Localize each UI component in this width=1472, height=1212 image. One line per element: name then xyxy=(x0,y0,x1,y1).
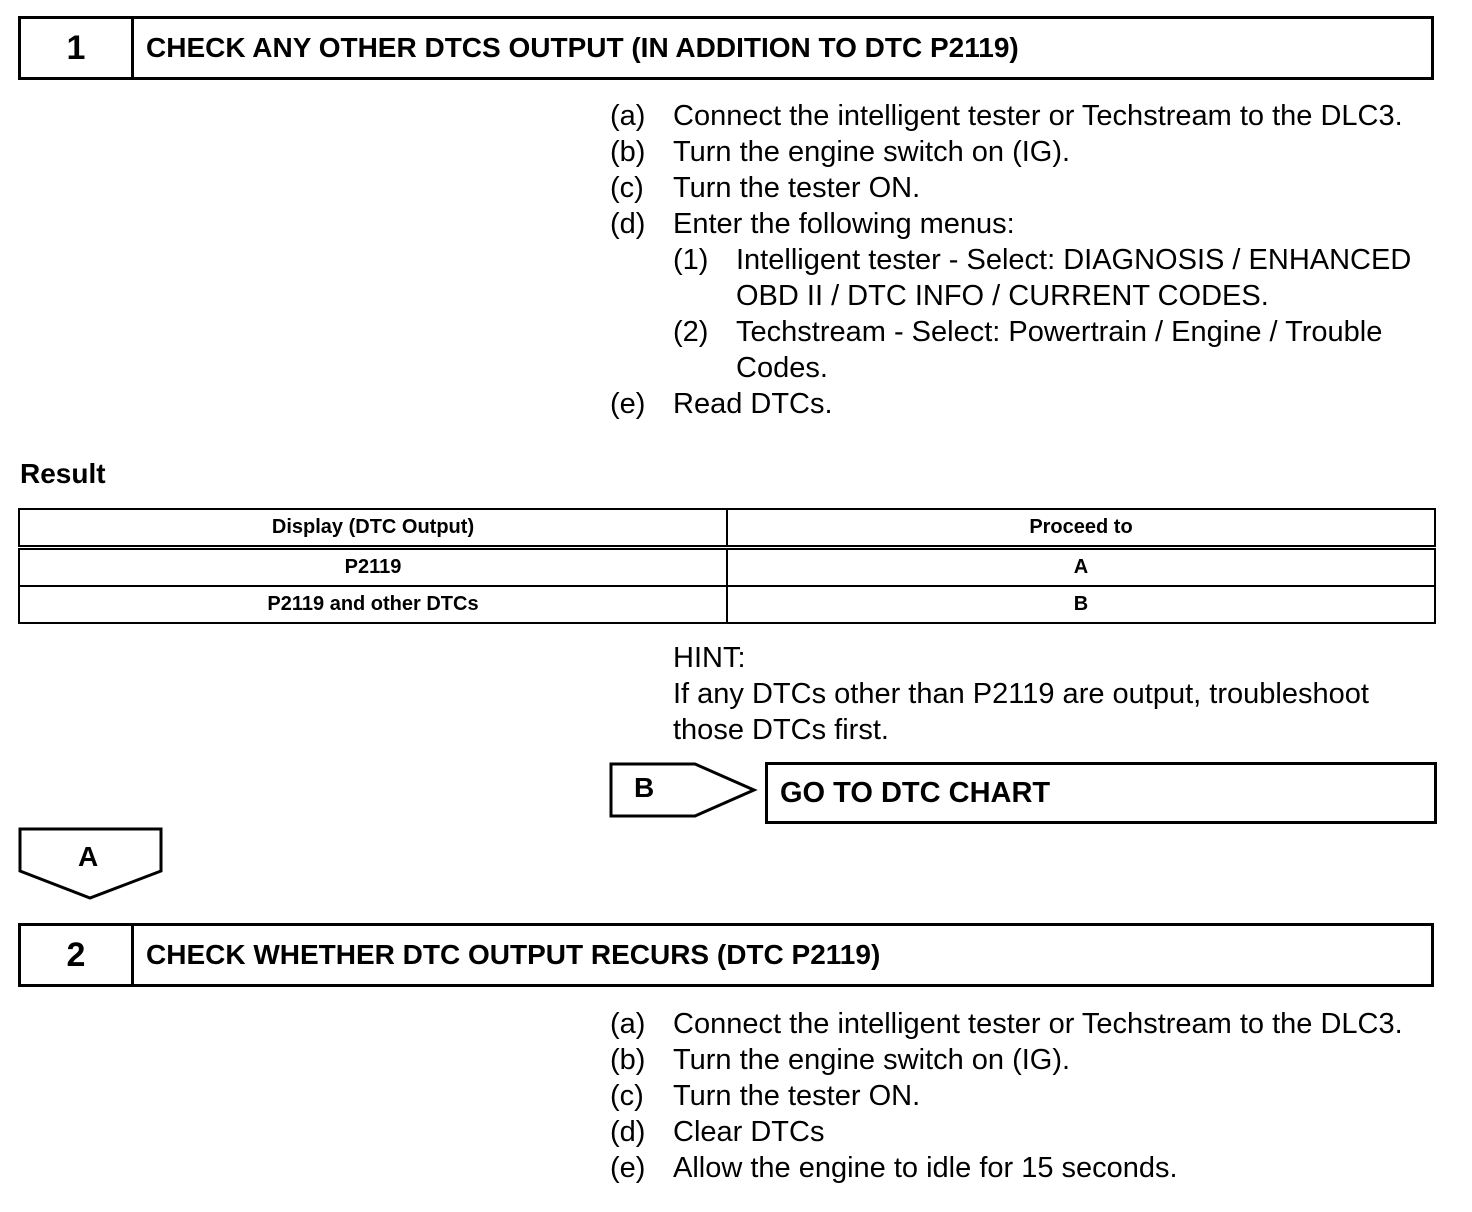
item-label: (d) xyxy=(610,208,646,240)
step-number: 1 xyxy=(21,19,134,77)
table-row xyxy=(19,548,1435,587)
step-2-header xyxy=(18,923,1434,987)
step-1-procedure xyxy=(610,98,1440,422)
hint-text: If any DTCs other than P2119 are output, troubleshoot those DTCs first. xyxy=(673,678,1369,746)
procedure-subitem xyxy=(610,314,1440,386)
branch-b-label: B xyxy=(634,772,655,803)
step-2-procedure xyxy=(610,1006,1440,1186)
table-header: Proceed to xyxy=(727,509,1435,548)
procedure-item xyxy=(610,134,1440,170)
step-title: CHECK WHETHER DTC OUTPUT RECURS (DTC P2119) xyxy=(146,939,881,970)
item-text: Turn the tester ON. xyxy=(673,172,921,204)
procedure-item xyxy=(610,386,1440,422)
item-label: (b) xyxy=(610,1044,646,1076)
table-cell: B xyxy=(727,586,1435,623)
item-text: Enter the following menus: xyxy=(673,208,1015,240)
table-header-row xyxy=(19,509,1435,548)
item-label: (b) xyxy=(610,136,646,168)
item-text: Turn the tester ON. xyxy=(673,1080,921,1112)
step-title: CHECK ANY OTHER DTCS OUTPUT (IN ADDITION TO DTC P2119) xyxy=(146,32,1019,63)
procedure-item xyxy=(610,206,1440,242)
item-text: Read DTCs. xyxy=(673,388,833,420)
item-label: (c) xyxy=(610,172,644,204)
procedure-item xyxy=(610,1042,1440,1078)
item-label: (e) xyxy=(610,388,646,420)
procedure-item xyxy=(610,1150,1440,1186)
step-number: 2 xyxy=(21,926,134,984)
table-row xyxy=(19,586,1435,623)
item-text: Turn the engine switch on (IG). xyxy=(673,136,1071,168)
item-label: (a) xyxy=(610,100,646,132)
item-text: Turn the engine switch on (IG). xyxy=(673,1044,1071,1076)
result-label: Result xyxy=(20,458,106,489)
item-text: Connect the intelligent tester or Techstream to the DLC3. xyxy=(673,1008,1403,1040)
subitem-text: Intelligent tester - Select: DIAGNOSIS / ENHANCED OBD II / DTC INFO / CURRENT CODES. xyxy=(736,244,1412,312)
item-label: (e) xyxy=(610,1152,646,1184)
table-cell: A xyxy=(727,548,1435,587)
procedure-subitem xyxy=(610,242,1440,314)
result-table xyxy=(18,508,1436,624)
item-text: Clear DTCs xyxy=(673,1116,825,1148)
procedure-item xyxy=(610,1114,1440,1150)
item-text: Connect the intelligent tester or Techstream to the DLC3. xyxy=(673,100,1403,132)
table-header: Display (DTC Output) xyxy=(19,509,727,548)
subitem-label: (2) xyxy=(673,316,709,348)
procedure-item xyxy=(610,1078,1440,1114)
item-text: Allow the engine to idle for 15 seconds. xyxy=(673,1152,1178,1184)
item-label: (c) xyxy=(610,1080,644,1112)
go-to-dtc-chart-box: GO TO DTC CHART xyxy=(765,762,1437,824)
procedure-item xyxy=(610,1006,1440,1042)
hint-title: HINT: xyxy=(673,642,746,674)
branch-b-arrow-icon xyxy=(609,762,759,820)
item-label: (a) xyxy=(610,1008,646,1040)
subitem-text: Techstream - Select: Powertrain / Engine / Trouble Codes. xyxy=(736,316,1383,384)
branch-a-label: A xyxy=(78,841,99,872)
hint xyxy=(673,640,1433,748)
procedure-item xyxy=(610,170,1440,206)
item-label: (d) xyxy=(610,1116,646,1148)
table-cell: P2119 xyxy=(19,548,727,587)
subitem-label: (1) xyxy=(673,244,709,276)
step-1-header xyxy=(18,16,1434,80)
table-cell: P2119 and other DTCs xyxy=(19,586,727,623)
procedure-item xyxy=(610,98,1440,134)
